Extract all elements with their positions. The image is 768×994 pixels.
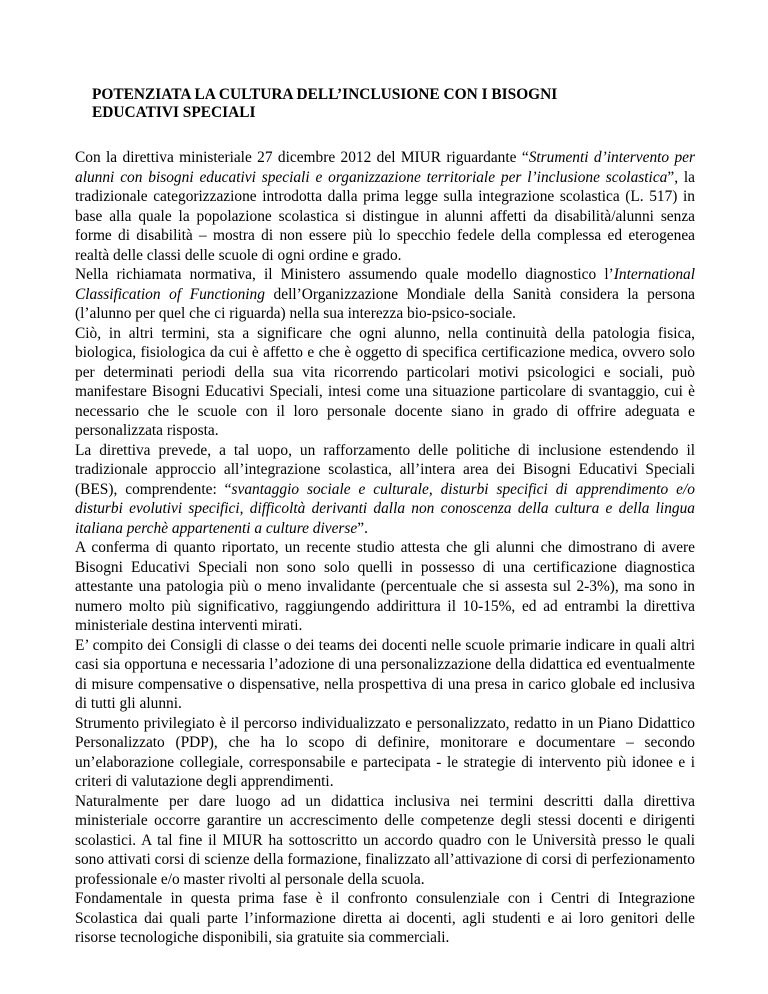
paragraph-8: Naturalmente per dare luogo ad un didattica inclusiva nei termini descritti dalla direttiva ministeriale occorre garantire un accrescimento delle competenze degli stessi docenti e dirigenti scolastici. A tal fine il MIUR ha sottoscritto un accordo quadro con le Università presso le quali sono attivati corsi di scienze della formazione, finalizzato all’attivazione di corsi di perfezionamento professionale e/o master rivolti al personale della scuola. [75,792,695,888]
title-line-1: POTENZIATA LA CULTURA DELL’INCLUSIONE CON I BISOGNI [92,86,558,103]
paragraph-2-text-c: dell’Organizzazione Mondiale della Sanità considera la persona (l’alunno per quel che ci riguarda) nella sua interezza bio-psico-sociale. [75,285,695,322]
paragraph-4-italic-quote: svantaggio sociale e culturale, disturbi specifici di apprendimento e/o disturbi evolutivi specifici, difficoltà derivanti dalla non conoscenza della cultura e della lingua italiana perchè appartenenti a culture diverse [75,480,695,537]
paragraph-4-text-c: ”. [357,519,368,537]
document-body [75,148,695,948]
paragraph-7: Strumento privilegiato è il percorso individualizzato e personalizzato, redatto in un Piano Didattico Personalizzato (PDP), che ha lo scopo di definire, monitorare e documentare – secondo un’elaborazione collegiale, corresponsabile e partecipata - le strategie di intervento più idonee e i criteri di valutazione degli apprendimenti. [75,714,695,790]
paragraph-1-text-c: ”, la tradizionale categorizzazione introdotta dalla prima legge sulla integrazione scolastica (L. 517) in base alla quale la popolazione scolastica si distingue in alunni affetti da disabilità/alunni senza forme di disabilità – mostra di non essere più lo specchio fedele della complessa ed eterogenea realtà delle classi delle scuole di ogni ordine e grado. [75,168,696,264]
paragraph-1-text-a: Con la direttiva ministeriale 27 dicembre 2012 del MIUR riguardante “ [75,149,529,166]
paragraph-2 [75,265,695,324]
title-line-2: EDUCATIVI SPECIALI [92,104,256,121]
paragraph-1 [75,148,695,265]
paragraph-2-text-a: Nella richiamata normativa, il Ministero assumendo quale modello diagnostico l’ [75,266,614,283]
paragraph-4 [75,441,695,539]
paragraph-9: Fondamentale in questa prima fase è il confronto consulenziale con i Centri di Integrazione Scolastica dai quali parte l’informazione diretta ai docenti, agli studenti e ai loro genitori delle risorse tecnologiche disponibili, sia gratuite sia commerciali. [75,890,695,946]
paragraph-4-text-a: La direttiva prevede, a tal uopo, un rafforzamento delle politiche di inclusione estendendo il tradizionale approccio all’integrazione scolastica, all’intera area dei Bisogni Educativi Speciali (BES), comprendente: “ [75,441,695,498]
paragraph-2-italic-icf: International Classification of Functioning [75,266,695,303]
document-title [92,86,692,122]
paragraph-1-italic-title: Strumenti d’intervento per alunni con bisogni educativi speciali e organizzazione territoriale per l’inclusione scolastica [75,149,695,186]
paragraph-6: E’ compito dei Consigli di classe o dei teams dei docenti nelle scuole primarie indicare in quali altri casi sia opportuna e necessaria l’adozione di una personalizzazione della didattica ed eventualmente di misure compensative o dispensative, nella prospettiva di una presa in carico globale ed inclusiva di tutti gli alunni. [75,636,695,712]
paragraph-3: Ciò, in altri termini, sta a significare che ogni alunno, nella continuità della patologia fisica, biologica, fisiologica da cui è affetto e che è oggetto di specifica certificazione medica, ovvero solo per determinati periodi della sua vita ricorrendo particolari motivi psicologici e sociali, può manifestare Bisogni Educativi Speciali, intesi come una situazione particolare di svantaggio, cui è necessario che le scuole con il loro personale docente siano in grado di offrire adeguata e personalizzata risposta. [75,324,695,439]
paragraph-5: A conferma di quanto riportato, un recente studio attesta che gli alunni che dimostrano di avere Bisogni Educativi Speciali non sono solo quelli in possesso di una certificazione diagnostica attestante una patologia più o meno invalidante (percentuale che si assesta sul 2-3%), ma sono in numero molto più significativo, raggiungendo addirittura il 10-15%, ed ad entrambi la direttiva ministeriale destina interventi mirati. [75,539,695,634]
